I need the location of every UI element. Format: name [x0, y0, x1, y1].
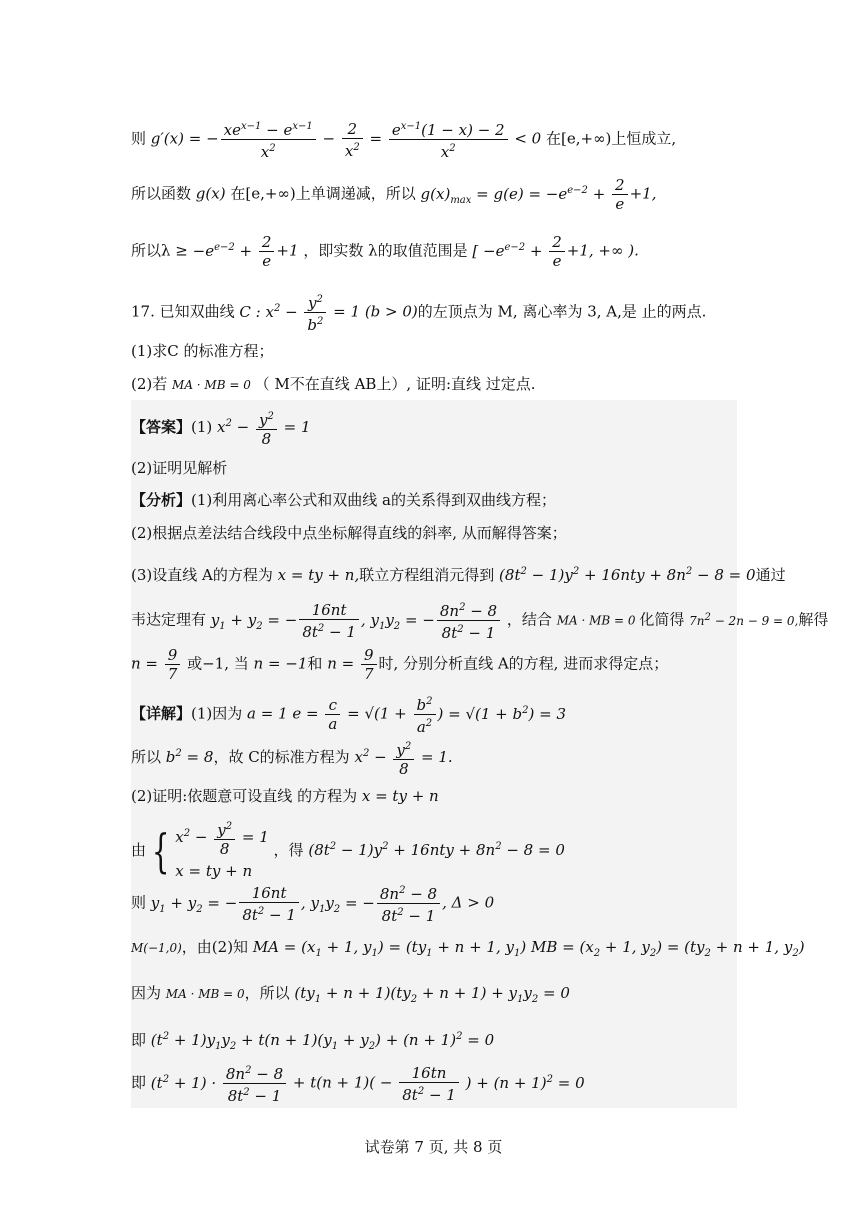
detail-text: 由 [131, 841, 147, 859]
detail-text: ，由(2)知 [181, 938, 249, 956]
question-part-2: (2)若 MA · MB = 0 （ M不在直线 AB上）, 证明:直线 过定点. [131, 375, 536, 393]
answer-line-2 [131, 457, 737, 479]
detail-text: (2)证明:依题意可设直线 的方程为 [131, 787, 358, 805]
analysis-line-3: (3)设直线 A的方程为 x = ty + n,联立方程组消元得到 $(8t^2 - 1)y^2 + 16nty + 8n^2 - 8 = 0$通过 [131, 566, 786, 584]
part-text: (2)若 [131, 375, 168, 393]
page-footer: 试卷第 7 页, 共 8 页 [364, 1138, 503, 1156]
analysis-text: (1)利用离心率公式和双曲线 a的关系得到双曲线方程； [191, 491, 556, 509]
analysis-line-2 [131, 522, 737, 544]
detail-text: ，所以 [244, 984, 290, 1002]
question-17: 17. 已知双曲线 C : $x^2$ − $\frac{y^2}{b^2}$ = 1 (b > 0)的左顶点为 M, 离心率为 3, A,是 止的两点. [131, 291, 737, 331]
detail-text: 所以 [131, 748, 162, 766]
detail-text: 即 [131, 1031, 147, 1049]
analysis-line-4: 韦达定理有 $y_1 + y_2$ = − $\frac{16nt}{8t^2 - 1}$ , $y_1y_2$ = − $\frac{8n^2 - 8}{8t^2 - 1}$ ，结合 MA · MB = 0 化简得 $7n^2 - 2n - 9 = 0$,解得 [131, 600, 829, 642]
analysis-text: (2)根据点差法结合线段中点坐标解得直线的斜率, 从而解得答案； [131, 524, 567, 542]
detail-text: 即 [131, 1073, 147, 1092]
line-derivative: 则 g′(x) = − $\frac{xe^{x-1} - e^{x-1}}{x^2}$ − $\frac{2}{x^2}$ = $\frac{e^{x-1}(1 - x) - 2}{x^2}$ < 0 在[e,+∞)上恒成立, [131, 119, 677, 161]
detail-line-4: 由 { $x^2$ − $\frac{y^2}{8}$ = 1 x = ty + n ，得 $(8t^2 - 1)y^2 + 16nty + 8n^2 - 8 = 0$ [131, 818, 737, 874]
detail-text: ，得 [273, 841, 304, 859]
detail-line-3: (2)证明:依题意可设直线 的方程为 x = ty + n [131, 787, 439, 805]
part-text: (1)求C 的标准方程； [131, 342, 274, 360]
analysis-line-1 [131, 489, 737, 511]
analysis-text: 联立方程组消元得到 [359, 566, 495, 584]
detail-line-5: 则 $y_1 + y_2$ = − $\frac{16nt}{8t^2 - 1}$ , $y_1y_2$ = − $\frac{8n^2 - 8}{8t^2 - 1}$ , Δ > 0 [131, 883, 495, 925]
detail-text: 则 [131, 893, 147, 912]
text-post: 在[e,+∞)上恒成立, [546, 129, 677, 148]
analysis-text: 或−1, 当 [187, 654, 249, 673]
analysis-line-5: n = $\frac{9}{7}$ 或−1, 当 n = −1和 n = $\frac{9}{7}$ 时, 分别分析直线 A的方程, 进而求得定点； [131, 646, 669, 683]
text-pre: 所以λ ≥ [131, 241, 188, 260]
analysis-text: 韦达定理有 [131, 610, 207, 629]
detail-line-9: 即 $(t^2 + 1)$ · $\frac{8n^2 - 8}{8t^2 - 1}$ + t(n + 1)( − $\frac{16tn}{8t^2 - 1}$ ) + $(n + 1)^2 = 0$ [131, 1063, 585, 1105]
answer-line: 【答案】(1) $x^2$ − $\frac{y^2}{8}$ = 1 [131, 408, 737, 448]
question-text-post: 的左顶点为 M, 离心率为 3, A,是 止的两点. [417, 302, 707, 321]
detail-text: ，故 C的标准方程为 [213, 748, 350, 766]
line-monotonic: 所以函数 g(x) 在[e,+∞)上单调递减，所以 $g(x)_{max} = g(e) = -e^{e-2}$ + $\frac{2}{e}$ +1, [131, 176, 657, 213]
detail-line-7: 因为 MA · MB = 0，所以 $(ty_1 + n + 1)(ty_2 + n + 1) + y_1y_2 = 0$ [131, 984, 570, 1005]
detail-label: 【详解】 [131, 704, 192, 723]
detail-text: (1)因为 [191, 704, 243, 723]
question-text: 17. 已知双曲线 [131, 302, 235, 321]
detail-line-1: 【详解】(1)因为 a = 1 e = $\frac{c}{a}$ = √(1 + $\frac{b^2}{a^2}$ ) = $√(1 + b^2) = 3$ [131, 693, 737, 733]
text-pre: 则 [131, 129, 147, 148]
analysis-label: 【分析】 [131, 491, 192, 509]
detail-line-6: M(−1,0)，由(2)知 MA = ($x_1 + 1$, $y_1) = (ty_1 + n + 1$, $y_1$) MB = ($x_2 + 1$, $y_2) = (ty_2 + n + 1$, $y_2$) [131, 938, 805, 959]
analysis-text: 解得 [798, 610, 829, 629]
text-mid: 在[e,+∞)上单调递减，所以 [230, 184, 416, 203]
part-text-post: （ M不在直线 AB上）, 证明:直线 过定点. [254, 375, 536, 393]
text-mid: ，即实数 λ的取值范围是 [303, 241, 468, 260]
question-part-1 [131, 340, 737, 362]
analysis-text: 和 [307, 654, 323, 673]
text-pre: 所以函数 [131, 184, 192, 203]
analysis-text: 时, 分别分析直线 A的方程, 进而求得定点； [378, 654, 669, 673]
analysis-text: (3)设直线 A的方程为 [131, 566, 273, 584]
line-range: 所以$\lambda \ge -e^{e-2}$ + $\frac{2}{e}$ +1 ，即实数 λ的取值范围是 [ $-e^{e-2}$ + $\frac{2}{e}$ +1, +∞ ). [131, 233, 639, 270]
detail-line-8: 即 $(t^2 + 1)y_1y_2 + t(n + 1)(y_1 + y_2) + (n + 1)^2 = 0$ [131, 1031, 495, 1052]
analysis-text: ，结合 [506, 610, 552, 629]
answer-part: (1) [191, 418, 213, 436]
detail-text: 因为 [131, 984, 162, 1002]
answer-part: (2)证明见解析 [131, 459, 228, 477]
analysis-text: 通过 [755, 566, 786, 584]
answer-label: 【答案】 [131, 418, 192, 436]
analysis-text: 化简得 [639, 610, 685, 629]
detail-line-2: 所以 $b^2 = 8$，故 C的标准方程为 $x^2$ − $\frac{y^2}{8}$ = 1. [131, 738, 737, 778]
